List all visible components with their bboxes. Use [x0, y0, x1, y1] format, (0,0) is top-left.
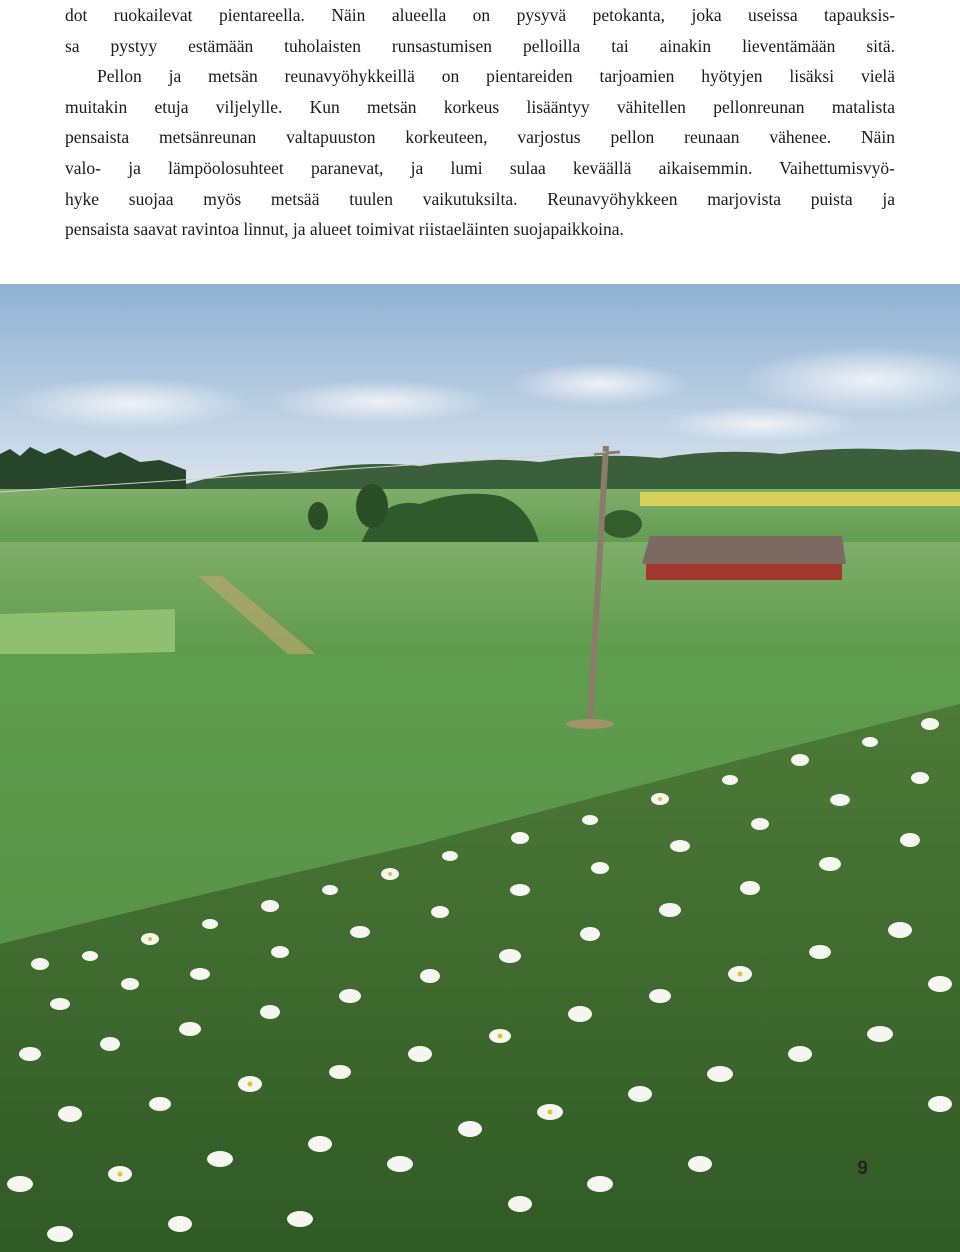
page-number: 9	[857, 1158, 868, 1179]
cloud	[510, 362, 690, 406]
tree-cluster	[356, 484, 388, 528]
light-strip	[0, 609, 175, 656]
text-line: pensaista metsänreunan valtapuuston korkeuteen, varjostus pellon reunaan vähenee. Näin	[65, 127, 895, 148]
text-line: Pellon ja metsän reunavyöhykkeillä on pientareiden tarjoamien hyötyjen lisäksi vielä	[97, 66, 895, 87]
text-line: muitakin etuja viljelylle. Kun metsän korkeus lisääntyy vähitellen pellonreunan matalista	[65, 96, 895, 117]
text-line: valo- ja lämpöolosuhteet paranevat, ja lumi sulaa keväällä aikaisemmin. Vaihettumisvyö-	[65, 157, 895, 178]
pole-base	[566, 719, 614, 729]
landscape-photo	[0, 284, 960, 1252]
barn-roof	[642, 536, 846, 564]
text-line: sa pystyy estämään tuholaisten runsastumisen pelloilla tai ainakin lieventämään sitä.	[65, 35, 895, 56]
tree-cluster	[602, 510, 642, 538]
text-line: hyke suojaa myös metsää tuulen vaikutuksilta. Reunavyöhykkeen marjovista puista ja	[65, 188, 895, 209]
body-text	[65, 0, 895, 245]
cloud	[10, 378, 250, 430]
yellow-field	[640, 492, 960, 506]
barn-wall	[646, 564, 842, 580]
tree-cluster	[308, 502, 328, 530]
cloud	[660, 406, 860, 442]
cloud	[270, 380, 490, 424]
text-line: pensaista saavat ravintoa linnut, ja alueet toimivat riistaeläinten suojapaikkoina.	[65, 219, 624, 240]
text-line: dot ruokailevat pientareella. Näin alueella on pysyvä petokanta, joka useissa tapauksis-	[65, 5, 895, 25]
